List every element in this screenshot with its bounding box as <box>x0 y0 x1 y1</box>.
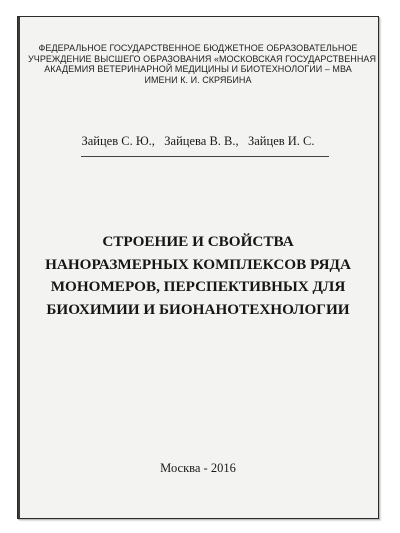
authors-divider <box>81 156 329 157</box>
authors <box>18 134 378 149</box>
institution-name <box>28 43 376 85</box>
title-line: СТРОЕНИЕ И СВОЙСТВА <box>102 233 294 250</box>
institution-line: АКАДЕМИЯ ВЕТЕРИНАРНОЙ МЕДИЦИНЫ И БИОТЕХНОЛОГИИ – МВА <box>44 64 352 74</box>
title-line: БИОХИМИИ И БИОНАНОТЕХНОЛОГИИ <box>46 300 350 318</box>
book-title <box>24 231 372 321</box>
author-name: Зайцев И. С. <box>248 134 315 148</box>
institution-line: УЧРЕЖДЕНИЕ ВЫСШЕГО ОБРАЗОВАНИЯ «МОСКОВСКАЯ ГОСУДАРСТВЕННАЯ <box>28 53 376 64</box>
institution-line: ИМЕНИ К. И. СКРЯБИНА <box>144 74 252 85</box>
city-year: Москва - 2016 <box>160 461 236 475</box>
author-name: Зайцева В. В., <box>164 134 239 148</box>
author-name: Зайцев С. Ю., <box>81 134 155 148</box>
title-line: МОНОМЕРОВ, ПЕРСПЕКТИВНЫХ ДЛЯ <box>50 278 346 295</box>
institution-line: ФЕДЕРАЛЬНОЕ ГОСУДАРСТВЕННОЕ БЮДЖЕТНОЕ ОБРАЗОВАТЕЛЬНОЕ <box>38 43 358 53</box>
title-line: НАНОРАЗМЕРНЫХ КОМПЛЕКСОВ РЯДА <box>45 255 351 273</box>
book-cover <box>17 16 379 519</box>
